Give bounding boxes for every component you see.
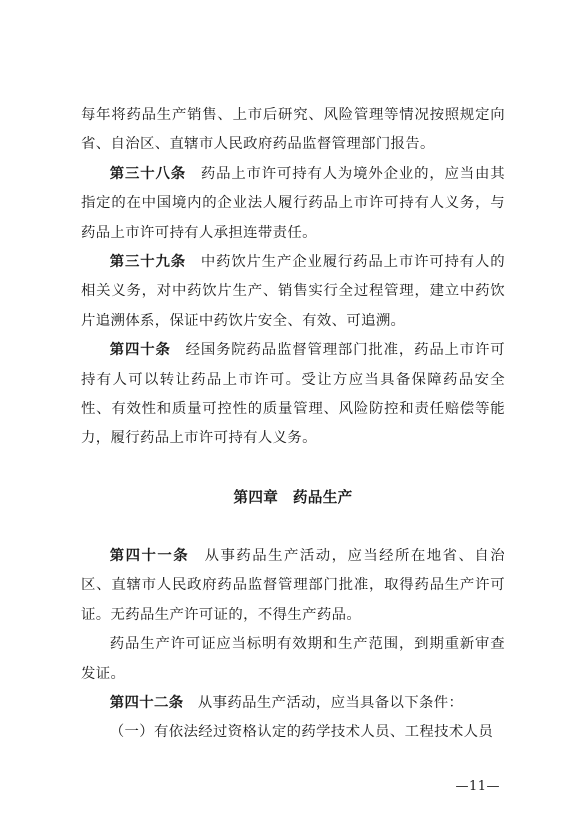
article-number: 第四十一条	[109, 547, 190, 564]
article-number: 第四十条	[109, 342, 171, 359]
paragraph-text: （一）有依法经过资格认定的药学技术人员、工程技术人员	[109, 724, 494, 741]
article-number: 第四十二条	[109, 694, 184, 711]
article-text: 药品上市许可持有人为境外企业的，应当由其指定的在中国境内的企业法人履行药品上市许可持有人义务，与药品上市许可持有人承担连带责任。	[81, 165, 505, 241]
article-text: 从事药品生产活动，应当具备以下条件：	[197, 694, 464, 711]
chapter-heading	[81, 454, 505, 542]
chapter-title: 药品生产	[292, 488, 353, 506]
article-text: 从事药品生产活动，应当经所在地省、自治区、直辖市人民政府药品监督管理部门批准，取得药品生产许可证。无药品生产许可证的，不得生产药品。	[81, 547, 505, 623]
paragraph-license-validity	[81, 630, 505, 689]
body-text	[81, 101, 505, 748]
article-40	[81, 336, 505, 454]
article-text: 中药饮片生产企业履行药品上市许可持有人的相关义务，对中药饮片生产、销售实行全过程管理，建立中药饮片追溯体系，保证中药饮片安全、有效、可追溯。	[81, 254, 505, 329]
article-38	[81, 160, 505, 248]
page-number: —11—	[455, 779, 500, 794]
paragraph-continued-reporting	[81, 101, 505, 160]
article-41	[81, 542, 505, 630]
condition-item-1	[81, 718, 505, 747]
article-number: 第三十九条	[109, 254, 186, 271]
paragraph-text: 药品生产许可证应当标明有效期和生产范围，到期重新审查发证。	[81, 636, 505, 682]
article-42	[81, 689, 505, 718]
article-39	[81, 248, 505, 336]
paragraph-text: 每年将药品生产销售、上市后研究、风险管理等情况按照规定向省、自治区、直辖市人民政府药品监督管理部门报告。	[81, 107, 505, 153]
chapter-number: 第四章	[233, 488, 279, 506]
article-number: 第三十八条	[109, 165, 186, 182]
article-text: 经国务院药品监督管理部门批准，药品上市许可持有人可以转让药品上市许可。受让方应当具备保障药品安全性、有效性和质量可控性的质量管理、风险防控和责任赔偿等能力，履行药品上市许可持有人义务。	[81, 342, 505, 447]
